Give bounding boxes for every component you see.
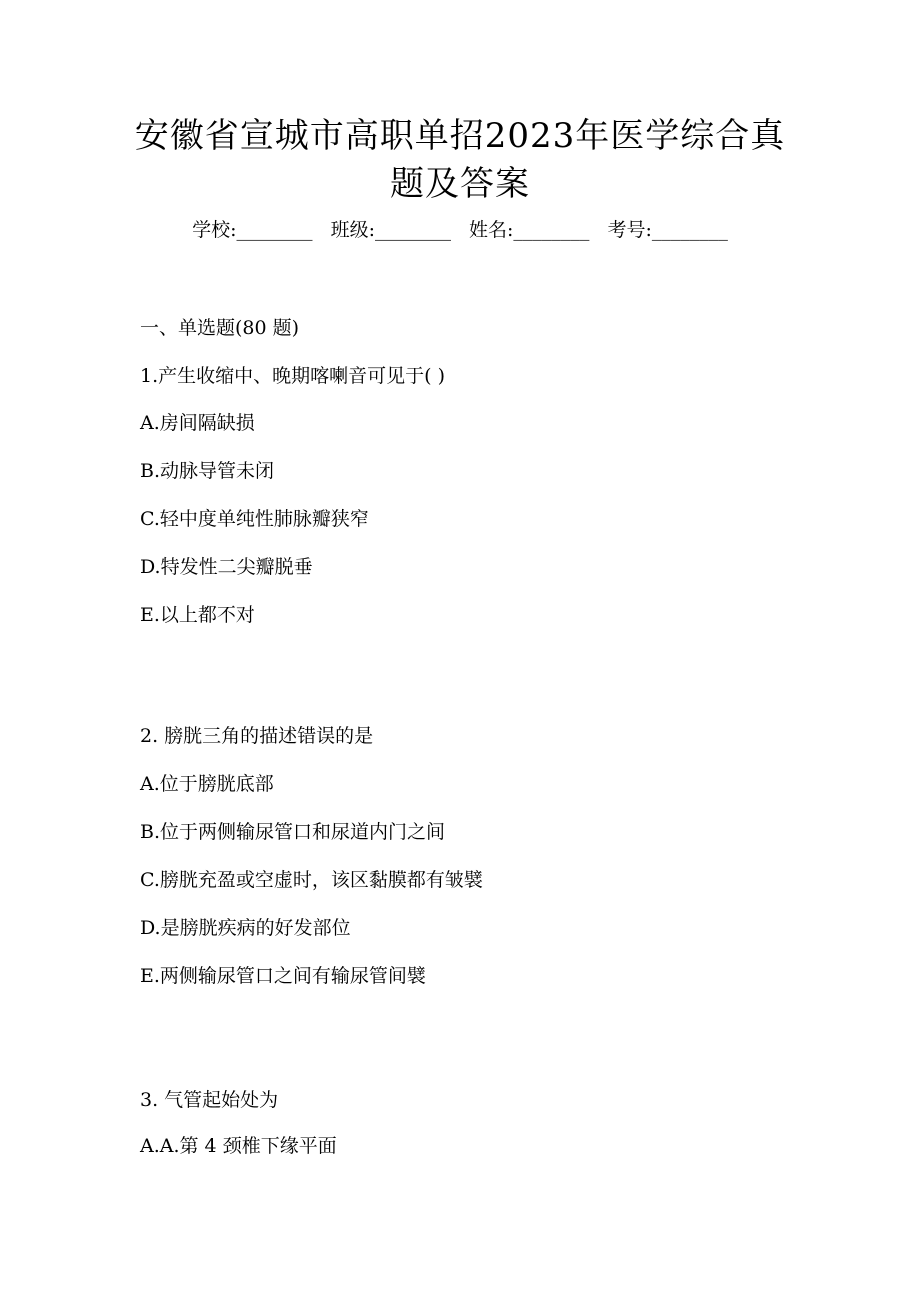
- question-3-stem: 3. 气管起始处为: [140, 1089, 279, 1111]
- question-2-option-c: C.膀胱充盈或空虚时，该区黏膜都有皱襞: [140, 869, 483, 891]
- document-title-line-2: 题及答案: [390, 164, 530, 204]
- school-field: 学校:________: [192, 219, 313, 241]
- question-1-option-e: E.以上都不对: [140, 604, 255, 626]
- question-1-stem: 1.产生收缩中、晚期喀喇音可见于( ): [140, 365, 445, 387]
- question-2-option-d: D.是膀胱疾病的好发部位: [140, 917, 351, 939]
- question-1-option-b: B.动脉导管未闭: [140, 460, 275, 482]
- class-field: 班级:________: [330, 219, 451, 241]
- document-title-line-1: 安徽省宣城市高职单招2023年医学综合真: [134, 116, 786, 156]
- question-1-option-c: C.轻中度单纯性肺脉瓣狭窄: [140, 508, 369, 530]
- question-2-option-b: B.位于两侧输尿管口和尿道内门之间: [140, 821, 446, 843]
- question-1-option-a: A.房间隔缺损: [140, 412, 255, 434]
- section-heading: 一、单选题(80 题): [140, 317, 300, 339]
- question-2-stem: 2. 膀胱三角的描述错误的是: [140, 725, 374, 747]
- question-2-option-a: A.位于膀胱底部: [140, 773, 274, 795]
- exam-number-field: 考号:________: [607, 219, 728, 241]
- name-field: 姓名:________: [469, 219, 590, 241]
- student-info-line: [0, 216, 920, 244]
- question-1-option-d: D.特发性二尖瓣脱垂: [140, 556, 313, 578]
- question-2-option-e: E.两侧输尿管口之间有输尿管间襞: [140, 965, 426, 987]
- question-3-option-a: A.A.第 4 颈椎下缘平面: [140, 1135, 337, 1157]
